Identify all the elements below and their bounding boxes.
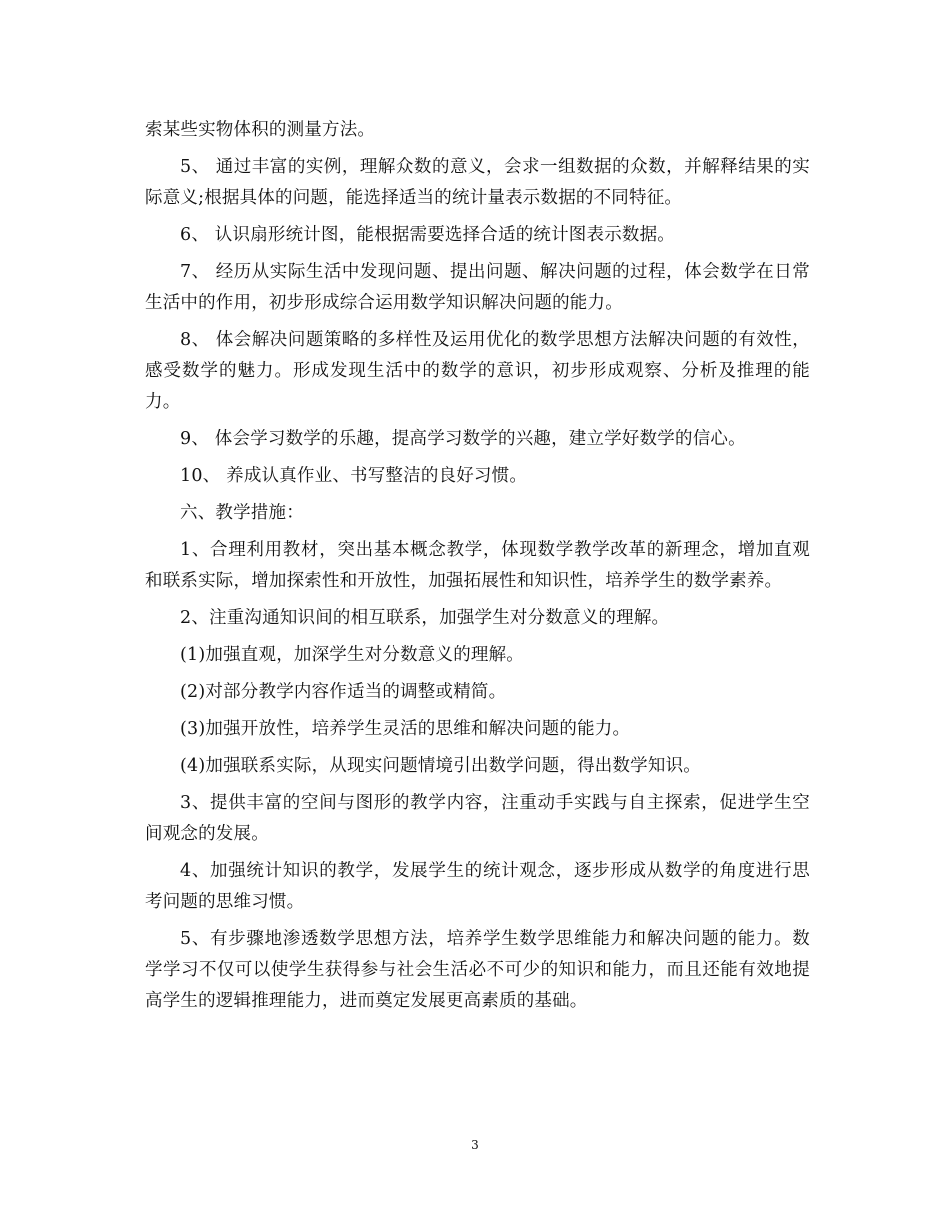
paragraph-measure-1: 1、合理利用教材，突出基本概念教学，体现数学教学改革的新理念，增加直观和联系实际，增加探索性和开放性，加强拓展性和知识性，培养学生的数学素养。 — [145, 540, 810, 591]
paragraph-goal-7: 7、 经历从实际生活中发现问题、提出问题、解决问题的过程，体会数学在日常生活中的作用，初步形成综合运用数学知识解决问题的能力。 — [145, 262, 810, 313]
page-number: 3 — [471, 1138, 479, 1152]
paragraph-measure-2: 2、注重沟通知识间的相互联系，加强学生对分数意义的理解。 — [180, 608, 670, 628]
paragraph-measure-2-sub-1: (1)加强直观，加深学生对分数意义的理解。 — [180, 645, 524, 665]
body-text — [145, 115, 810, 1023]
paragraph-goal-8: 8、 体会解决问题策略的多样性及运用优化的数学思想方法解决问题的有效性，感受数学的魅力。形成发现生活中的数学的意识，初步形成观察、分析及推理的能力。 — [145, 330, 810, 412]
paragraph-goal-9: 9、 体会学习数学的乐趣，提高学习数学的兴趣，建立学好数学的信心。 — [180, 429, 746, 449]
paragraph-measure-2-sub-4: (4)加强联系实际，从现实问题情境引出数学问题，得出数学知识。 — [180, 756, 701, 776]
paragraph-goal-6: 6、 认识扇形统计图，能根据需要选择合适的统计图表示数据。 — [180, 225, 675, 245]
paragraph-measure-5: 5、有步骤地渗透数学思想方法，培养学生数学思维能力和解决问题的能力。数学学习不仅可以使学生获得参与社会生活必不可少的知识和能力，而且还能有效地提高学生的逻辑推理能力，进而奠定发展更高素质的基础。 — [145, 929, 810, 1011]
paragraph-measure-3: 3、提供丰富的空间与图形的教学内容，注重动手实践与自主探索，促进学生空间观念的发展。 — [145, 793, 810, 844]
paragraph-continuation: 索某些实物体积的测量方法。 — [145, 120, 376, 140]
paragraph-goal-10: 10、 养成认真作业、书写整洁的良好习惯。 — [180, 466, 528, 486]
paragraph-measure-2-sub-2: (2)对部分教学内容作适当的调整或精简。 — [180, 682, 507, 702]
section-heading-measures: 六、教学措施： — [180, 503, 304, 523]
paragraph-measure-4: 4、加强统计知识的教学，发展学生的统计观念，逐步形成从数学的角度进行思考问题的思维习惯。 — [145, 861, 810, 912]
paragraph-measure-2-sub-3: (3)加强开放性，培养学生灵活的思维和解决问题的能力。 — [180, 719, 631, 739]
paragraph-goal-5: 5、 通过丰富的实例，理解众数的意义，会求一组数据的众数，并解释结果的实际意义;根据具体的问题，能选择适当的统计量表示数据的不同特征。 — [145, 157, 810, 208]
